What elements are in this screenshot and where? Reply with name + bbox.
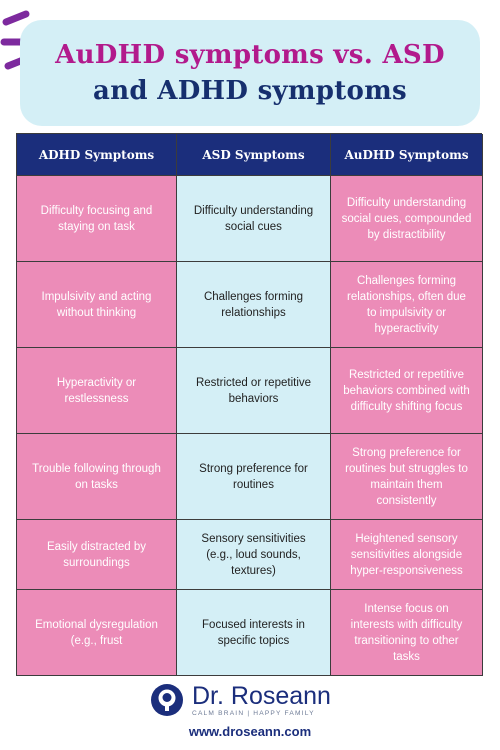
title-banner [20, 20, 480, 126]
table-cell-asd: Strong preference for routines [177, 434, 331, 520]
brand-tagline: CALM BRAIN | HAPPY FAMILY [192, 709, 315, 717]
header-audhd: AuDHD Symptoms [331, 134, 483, 176]
table-cell-adhd: Trouble following through on tasks [17, 434, 177, 520]
table-cell-asd: Restricted or repetitive behaviors [177, 348, 331, 434]
head-profile-logo-icon [150, 683, 184, 717]
table-cell-adhd: Hyperactivity or restlessness [17, 348, 177, 434]
table-cell-audhd: Difficulty understanding social cues, compounded by distractibility [331, 176, 483, 262]
title-line-1: AuDHD symptoms vs. ASD [55, 40, 445, 70]
table-cell-asd: Focused interests in specific topics [177, 590, 331, 676]
symptoms-comparison-table [16, 133, 482, 676]
table-cell-adhd: Impulsivity and acting without thinking [17, 262, 177, 348]
table-cell-audhd: Intense focus on interests with difficulty transitioning to other tasks [331, 590, 483, 676]
table-cell-adhd: Difficulty focusing and staying on task [17, 176, 177, 262]
table-cell-asd: Difficulty understanding social cues [177, 176, 331, 262]
table-cell-adhd: Easily distracted by surroundings [17, 520, 177, 590]
title-line-2: and ADHD symptoms [93, 76, 407, 106]
table-cell-asd: Sensory sensitivities (e.g., loud sounds, textures) [177, 520, 331, 590]
table-cell-audhd: Restricted or repetitive behaviors combined with difficulty shifting focus [331, 348, 483, 434]
table-cell-audhd: Heightened sensory sensitivities alongside hyper-responsiveness [331, 520, 483, 590]
header-adhd: ADHD Symptoms [17, 134, 177, 176]
website-link[interactable]: www.droseann.com [188, 724, 312, 739]
table-cell-asd: Challenges forming relationships [177, 262, 331, 348]
header-asd: ASD Symptoms [177, 134, 331, 176]
table-cell-audhd: Strong preference for routines but struggles to maintain them consistently [331, 434, 483, 520]
table-cell-audhd: Challenges forming relationships, often due to impulsivity or hyperactivity [331, 262, 483, 348]
brand-name: Dr. Roseann [192, 681, 331, 710]
table-cell-adhd: Emotional dysregulation (e.g., frust [17, 590, 177, 676]
brand-logo[interactable] [150, 680, 360, 720]
